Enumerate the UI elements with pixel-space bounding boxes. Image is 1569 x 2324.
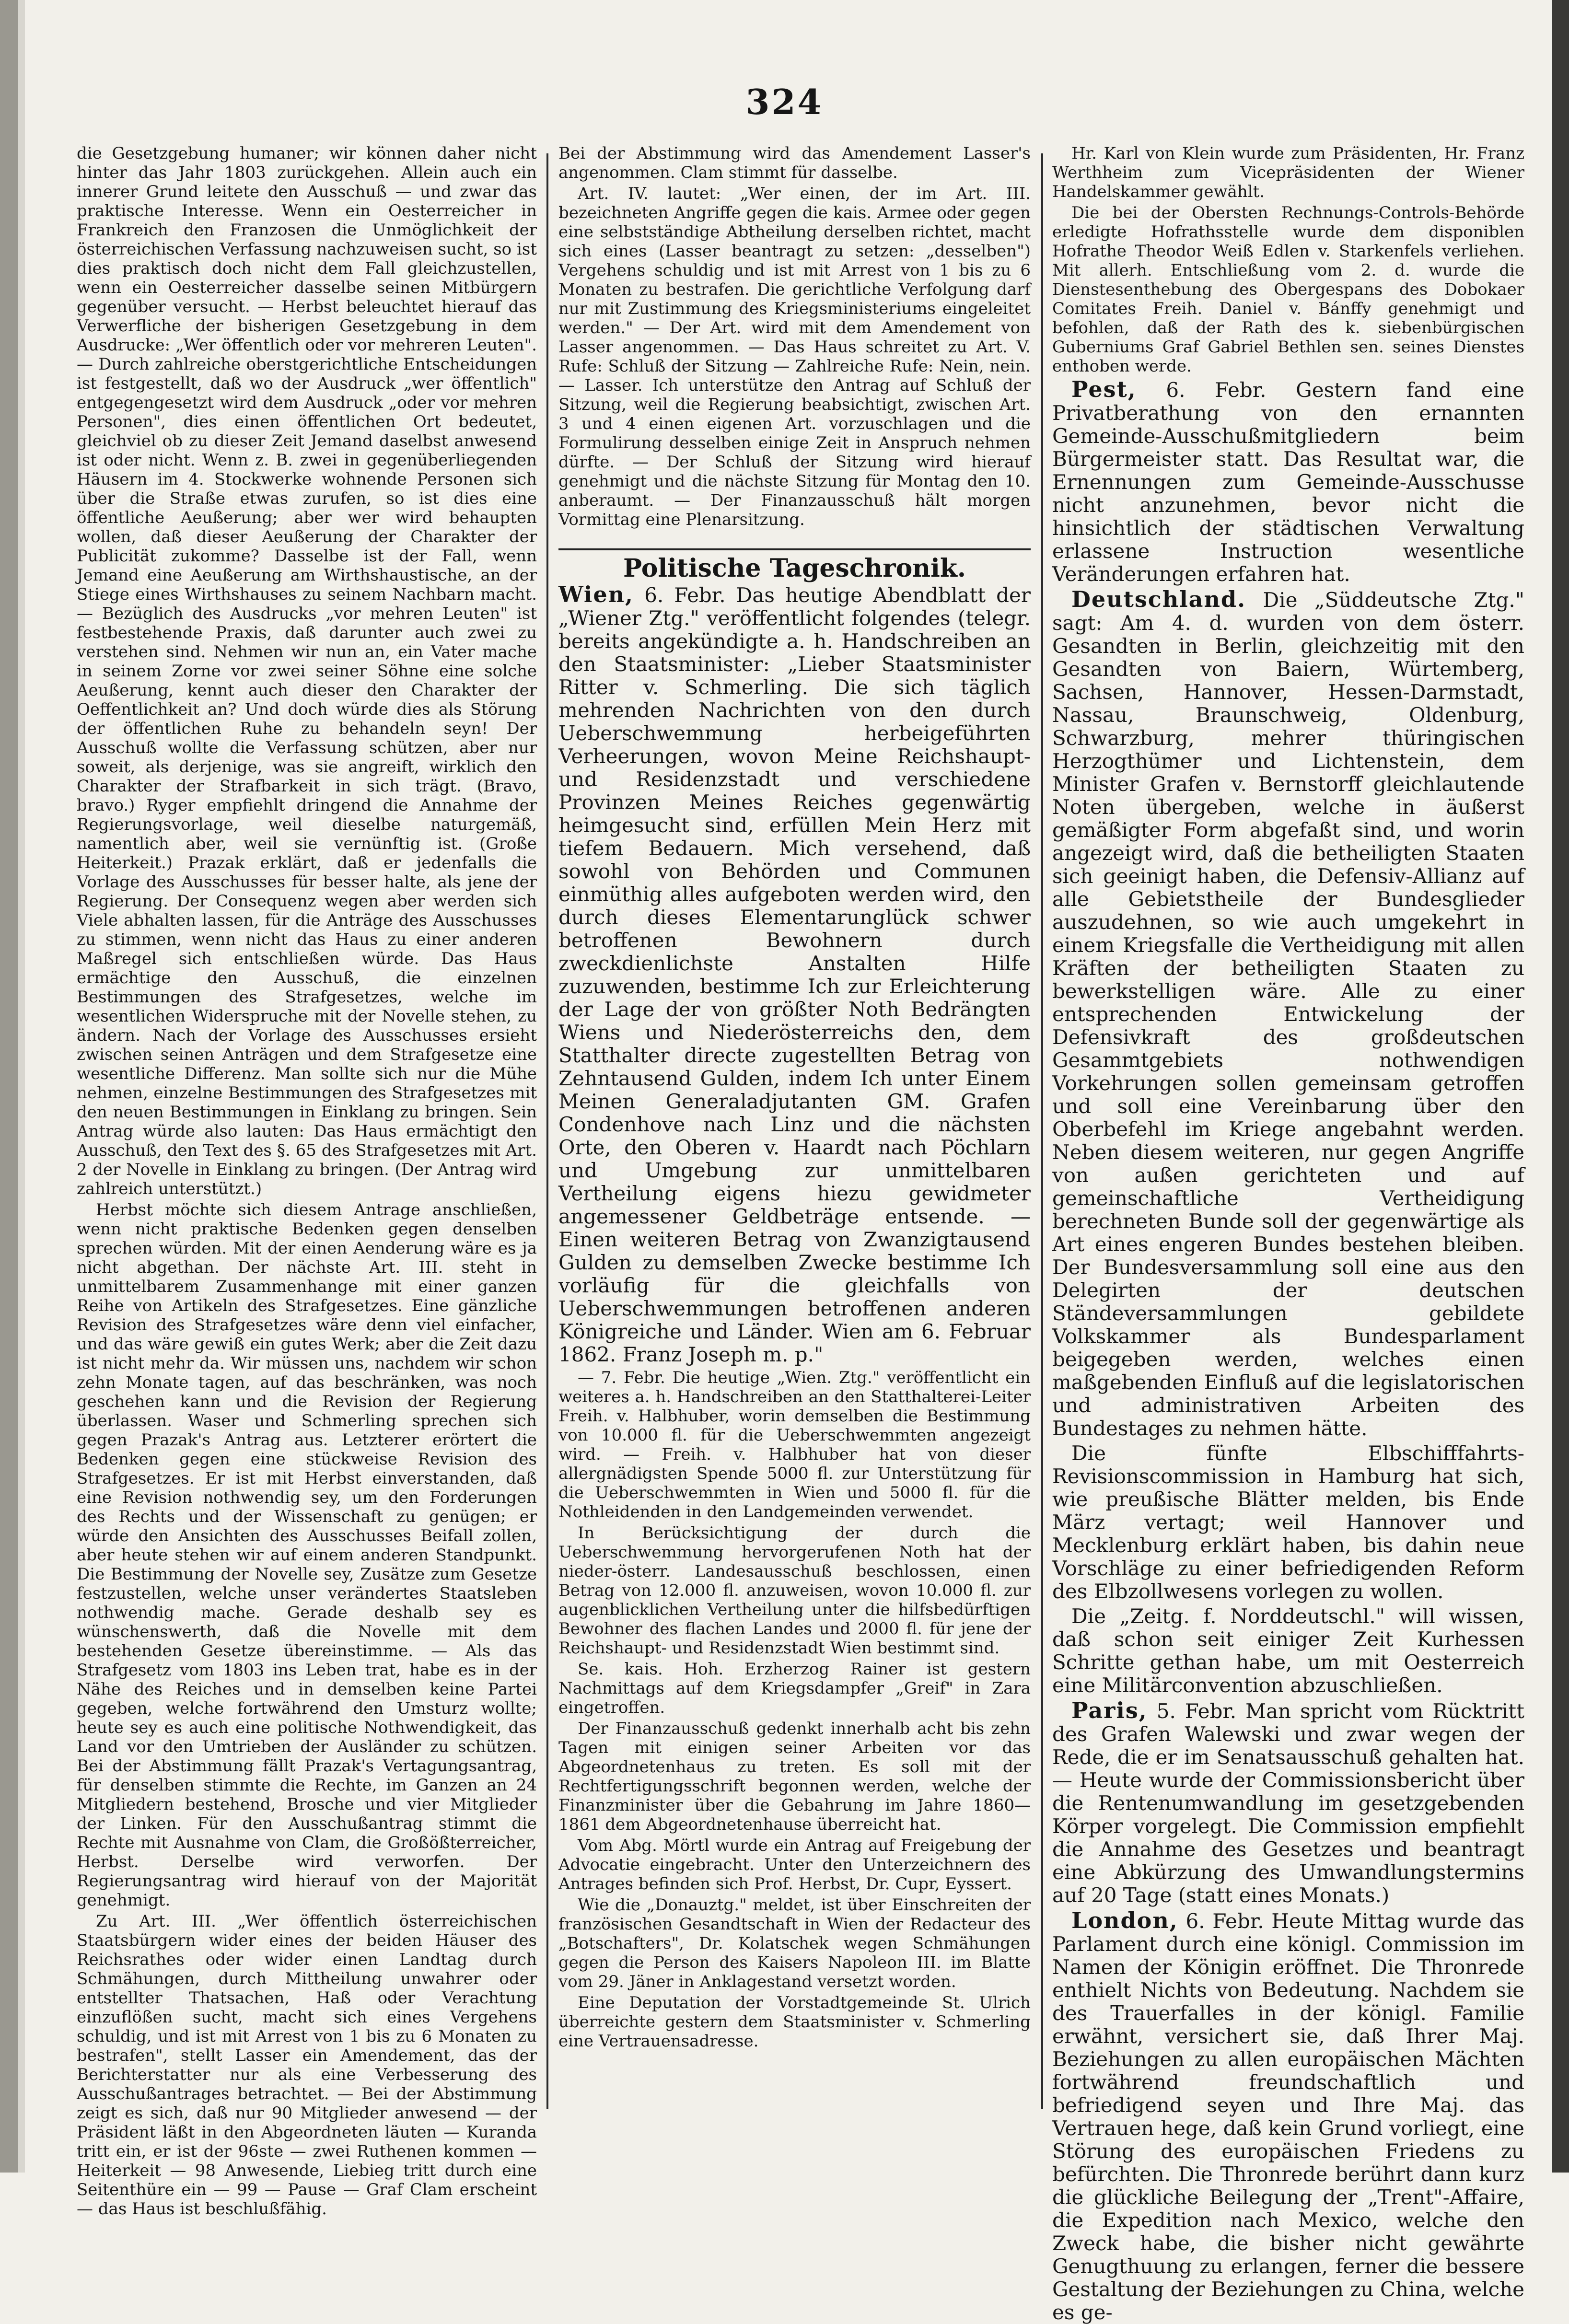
column-rule-2 <box>1041 153 1043 2109</box>
scan-edge-right <box>1552 0 1569 2173</box>
scan-edge-left-inner <box>18 0 25 2173</box>
column-1-paragraph: Herbst möchte sich diesem Antrage anschließen, wenn nicht praktische Bedenken gegen denselben sprechen würden. Mit der einen Aenderung wäre es ja nicht abgethan. Der nächste Art. III. steht in unmittelbarem Zusammenhange mit einer ganzen Reihe von Artikeln des Strafgesetzes. Eine gänzliche Revision des Strafgesetzes wäre denn viel einfacher, und das wäre gewiß ein gutes Werk; aber die Zeit dazu ist nicht mehr da. Wir müssen uns, nachdem wir schon zehn Monate tagen, auf das beschränken, was noch geschehen kann und die Revision der Regierung überlassen. Waser und Schmerling sprechen sich gegen Prazak's Antrag aus. Letzterer erörtert die Bedenken gegen eine stückweise Revision des Strafgesetzes. Er ist mit Herbst einverstanden, daß eine Revision nothwendig sey, um den Forderungen des Rechts und der Wissenschaft zu genügen; er würde den Ansichten des Ausschusses Beifall zollen, aber heute stehen wir auf einem anderen Standpunkt. Die Bestimmung der Novelle sey, Zusätze zum Gesetze festzustellen, welche unser verändertes Staatsleben nothwendig mache. Gerade deshalb sey es wünschenswerth, daß die Novelle mit dem bestehenden Gesetze übereinstimme. — Als das Strafgesetz vom 1803 ins Leben trat, habe es in der Nähe des Reiches und in demselben keine Partei gegeben, welche fortwährend den Umsturz wollte; heute sey es auch eine politische Nothwendigkeit, das Land vor den Umtrieben der Ausländer zu schützen. Bei der Abstimmung fällt Prazak's Vertagungsantrag, für denselben stimmte die Rechte, im Ganzen an 24 Mitgliedern bestehend, Brosche und vier Mitglieder der Linken. Für den Ausschußantrag stimmt die Rechte mit Ausnahme von Clam, die Großößterreicher, Herbst. Derselbe wird verworfen. Der Regierungsantrag wird hierauf von der Majorität genehmigt. <box>77 1200 537 1910</box>
column-3-paragraph <box>1052 1699 1524 1907</box>
chronik-paragraph: Eine Deputation der Vorstadtgemeinde St. Ulrich überreichte gestern dem Staatsminister v. Schmerling eine Vertrauensadresse. <box>558 1993 1031 2051</box>
dateline: Deutschland. <box>1071 586 1246 612</box>
scan-edge-left <box>0 0 18 2173</box>
column-3 <box>1052 144 1524 2324</box>
column-3-text: 6. Febr. Heute Mittag wurde das Parlament durch eine königl. Commission im Namen der Königin eröffnet. Die Thronrede enthielt Nichts von Bedeutung. Nachdem sie des Trauerfalles in der königl. Familie erwähnt, versichert sie, daß Ihrer Maj. Beziehungen zu allen europäischen Mächten fortwährend freundschaftlich und befriedigend seyen und Ihre Maj. das Vertrauen hege, daß kein Grund vorliegt, eine Störung des europäischen Friedens zu befürchten. Die Thronrede berührt dann kurz die glückliche Beilegung der „Trent"-Affaire, die Expedition nach Mexico, welche den Zweck habe, die bisher nicht gewährte Genugthuung zu erlangen, ferner die bessere Gestaltung der Beziehungen zu China, welche es ge- <box>1052 1909 1524 2324</box>
column-3-text: Die bei der Obersten Rechnungs-Controls-Behörde erledigte Hofrathsstelle wurde dem disponiblen Hofrathe Theodor Weiß Edlen v. Starkenfels verliehen. Mit allerh. Entschließung vom 2. d. wurde die Dienstesenthebung des Obergespans des Dobokaer Comitates Freih. Daniel v. Bánffy genehmigt und befohlen, daß der Rath des k. siebenbürgischen Guberniums Graf Gabriel Bethlen sen. seines Dienstes enthoben werde. <box>1052 203 1524 376</box>
column-rule-1 <box>546 153 548 2109</box>
column-2-paragraph: Bei der Abstimmung wird das Amendement Lasser's angenommen. Clam stimmt für dasselbe. <box>558 144 1031 182</box>
column-3-text: 5. Febr. Man spricht vom Rücktritt des Grafen Walewski und zwar wegen der Rede, die er im Senatsausschuß gehalten hat. — Heute wurde der Commissionsbericht über die Rentenumwandlung im gesetzgebenden Körper vorgelegt. Die Commission empfiehlt die Annahme des Gesetzes und beantragt eine Abkürzung des Umwandlungstermins auf 20 Tage (statt eines Monats.) <box>1052 1699 1524 1907</box>
chronik-paragraph: Vom Abg. Mörtl wurde ein Antrag auf Freigebung der Advocatie eingebracht. Unter den Unterzeichnern des Antrages befinden sich Prof. Herbst, Dr. Cupr, Eyssert. <box>558 1836 1031 1894</box>
column-2 <box>558 144 1031 2133</box>
page-number: 324 <box>745 81 824 122</box>
column-3-paragraph <box>1052 203 1524 376</box>
column-1-paragraph: Zu Art. III. „Wer öffentlich österreichischen Staatsbürgern wider eines der beiden Häuser des Reichsrathes oder wider einen Landtag durch Schmähungen, durch Mittheilung unwahrer oder entstellter Thatsachen, Haß oder Verachtung einzuflößen sucht, macht sich eines Vergehens schuldig, und ist mit Arrest von 1 bis zu 6 Monaten zu bestrafen", stellt Lasser ein Amendement, das der Berichterstatter nur als eine Verbesserung des Ausschußantrages betrachtet. — Bei der Abstimmung zeigt es sich, daß nur 90 Mitglieder anwesend — der Präsident läßt in den Abgeordneten läuten — Kuranda tritt ein, er ist der 96ste — zwei Ruthenen kommen — Heiterkeit — 98 Anwesende, Liebieg tritt durch eine Seitenthüre ein — 99 — Pause — Graf Clam erscheint — das Haus ist beschlußfähig. <box>77 1912 537 2219</box>
column-3-text: Die „Süddeutsche Ztg." sagt: Am 4. d. wurden von dem österr. Gesandten in Berlin, gleichzeitig mit den Gesandten von Baiern, Würtemberg, Sachsen, Hannover, Hessen-Darmstadt, Nassau, Braunschweig, Oldenburg, Schwarzburg, mehrer thüringischen Herzogthümer und Lichtenstein, dem Minister Grafen v. Bernstorff gleichlautende Noten übergeben, welche in äußerst gemäßigter Form abgefaßt sind, und worin angezeigt wird, daß die betheiligten Staaten sich geeinigt haben, die Defensiv-Allianz auf alle Gebietstheile der Bundesglieder auszudehnen, so wie auch umgekehrt in einem Kriegsfalle die Vertheidigung mit allen Kräften der betheiligten Staaten zu bewerkstelligen wäre. Alle zu einer entsprechenden Entwickelung der Defensivkraft des großdeutschen Gesammtgebiets nothwendigen Vorkehrungen sollen gemeinsam getroffen und soll eine Vereinbarung über den Oberbefehl im Kriege angebahnt werden. Neben diesem weiteren, nur gegen Angriffe von außen gerichteten und auf gemeinschaftliche Vertheidigung berechneten Bunde soll der gegenwärtige als Art eines engeren Bundes bestehen bleiben. Der Bundesversammlung soll eine aus den Delegirten der deutschen Ständeversammlungen gebildete Volkskammer als Bundesparlament beigegeben werden, welches einen maßgebenden Einfluß auf die legislatorischen und administrativen Arbeiten des Bundestages zu nehmen hätte. <box>1052 588 1524 1440</box>
column-3-paragraph <box>1052 1442 1524 1603</box>
chronik-paragraph: Se. kais. Hoh. Erzherzog Rainer ist gestern Nachmittags auf dem Kriegsdampfer „Greif" in Zara eingetroffen. <box>558 1660 1031 1717</box>
column-3-paragraph <box>1052 588 1524 1440</box>
section-title: Politische Tageschronik. <box>558 548 1031 578</box>
column-3-paragraph <box>1052 1605 1524 1697</box>
column-2-paragraph: Art. IV. lautet: „Wer einen, der im Art. III. bezeichneten Angriffe gegen die kais. Armee oder gegen eine selbstständige Abtheilung derselben richtet, macht sich eines (Lasser beantragt zu setzen: „desselben") Vergehens schuldig und ist mit Arrest von 1 bis zu 6 Monaten zu bestrafen. Die gerichtliche Verfolgung darf nur mit Zustimmung des Kriegsministeriums eingeleitet werden." — Der Art. wird mit dem Amendement von Lasser angenommen. — Das Haus schreitet zu Art. V. Rufe: Schluß der Sitzung — Zahlreiche Rufe: Nein, nein. — Lasser. Ich unterstütze den Antrag auf Schluß der Sitzung, weil die Regierung beabsichtigt, zwischen Art. 3 und 4 einen eigenen Art. vorzuschlagen und die Formulirung desselben einige Zeit in Anspruch nehmen dürfte. — Der Schluß der Sitzung wird hierauf genehmigt und die nächste Sitzung für Montag den 10. anberaumt. — Der Finanzausschuß hält morgen Vormittag eine Plenarsitzung. <box>558 184 1031 529</box>
column-3-text: Die fünfte Elbschifffahrts-Revisionscommission in Hamburg hat sich, wie preußische Blätter melden, bis Ende März vertagt; weil Hannover und Mecklenburg erklärt haben, bis dahin neue Vorschläge zu einer befriedigenden Reform des Elbzollwesens vorlegen zu wollen. <box>1052 1441 1524 1603</box>
column-3-text: Die „Zeitg. f. Norddeutschl." will wissen, daß schon seit einiger Zeit Kurhessen Schritte gethan habe, um mit Oesterreich eine Militärconvention abzuschließen. <box>1052 1604 1524 1697</box>
column-1 <box>77 144 537 2219</box>
column-3-text: Hr. Karl von Klein wurde zum Präsidenten, Hr. Franz Werthheim zum Vicepräsidenten der Wiener Handelskammer gewählt. <box>1052 144 1524 201</box>
dateline: Pest, <box>1071 376 1137 402</box>
dateline: London, <box>1071 1907 1178 1933</box>
chronik-paragraph: — 7. Febr. Die heutige „Wien. Ztg." veröffentlicht ein weiteres a. h. Handschreiben an den Statthalterei-Leiter Freih. v. Halbhuber, worin demselben die Bestimmung von 10.000 fl. für die Ueberschwemmten angezeigt wird. — Freih. v. Halbhuber hat von dieser allergnädigsten Spende 5000 fl. zur Unterstützung für die Ueberschwemmten in Wien und 5000 fl. für die Nothleidenden in den Landgemeinden verwendet. <box>558 1368 1031 1522</box>
chronik-paragraph <box>558 583 1031 1366</box>
chronik-paragraph: Wie die „Donauztg." meldet, ist über Einschreiten der französischen Gesandtschaft in Wien der Redacteur des „Botschafters", Dr. Kolatschek wegen Schmähungen gegen die Person des Kaisers Napoleon III. im Blatte vom 29. Jäner in Anklagestand versetzt worden. <box>558 1895 1031 1991</box>
chronik-block <box>558 583 1031 1366</box>
column-1-paragraph: die Gesetzgebung humaner; wir können daher nicht hinter das Jahr 1803 zurückgehen. Allein auch ein innerer Grund leitete den Ausschuß — und zwar das praktische Interesse. Wenn ein Oesterreicher in Frankreich den Franzosen die Unmöglichkeit der österreichischen Verfassung nachzuweisen sucht, so ist dies praktisch doch nicht dem Fall gleichzustellen, wenn ein Oesterreicher dasselbe seinen Mitbürgern gegenüber versucht. — Herbst beleuchtet hierauf das Verwerfliche der bisherigen Gesetzgebung in dem Ausdrucke: „Wer öffentlich oder vor mehreren Leuten". — Durch zahlreiche oberstgerichtliche Entscheidungen ist festgestellt, daß wo der Ausdruck „wer öffentlich" entgegengesetzt wird dem Ausdruck „oder vor mehren Personen", dies einen öffentlichen Ort bedeutet, gleichviel ob zu dieser Zeit Jemand daselbst anwesend ist oder nicht. Wenn z. B. zwei in gegenüberliegenden Häusern im 4. Stockwerke wohnende Personen sich über die Straße etwas zurufen, so ist dies eine öffentliche Aeußerung; aber wer wird behaupten wollen, daß dieser Aeußerung der Charakter der Publicität zukomme? Dasselbe ist der Fall, wenn Jemand eine Aeußerung am Wirthshaustische, an der Stiege eines Wirthshauses zu seinem Nachbarn macht. — Bezüglich des Ausdrucks „vor mehren Leuten" ist festbestehende Praxis, daß darunter auch zwei zu verstehen sind. Nehmen wir nun an, ein Vater mache in seinem Zorne vor zwei seiner Söhne eine solche Aeußerung, kennt auch dieser den Charakter der Oeffentlichkeit an? Und doch würde dies als Störung der öffentlichen Ruhe zu behandeln seyn! Der Ausschuß wollte die Verfassung schützen, aber nur soweit, als derjenige, was sie angreift, wirklich den Charakter der Strafbarkeit in sich trägt. (Bravo, bravo.) Ryger empfiehlt dringend die Annahme der Regierungsvorlage, weil dieselbe naturgemäß, namentlich aber, weil sie vernünftig ist. (Große Heiterkeit.) Prazak erklärt, daß er jedenfalls die Vorlage des Ausschusses für besser halte, als jene der Regierung. Der Consequenz wegen aber werden sich Viele abhalten lassen, für die Anträge des Ausschusses zu stimmen, wenn nicht das Haus zu einer anderen Maßregel sich entschließen würde. Das Haus ermächtige den Ausschuß, die einzelnen Bestimmungen des Strafgesetzes, welche im wesentlichen Widerspruche mit der Novelle stehen, zu ändern. Nach der Vorlage des Ausschusses ersieht zwischen seinen Anträgen und dem Strafgesetze eine wesentliche Differenz. Man sollte sich nur die Mühe nehmen, einzelne Bestimmungen des Strafgesetzes mit den neuen Bestimmungen in Einklang zu bringen. Sein Antrag würde also lauten: Das Haus ermächtigt den Ausschuß, den Text des §. 65 des Strafgesetzes mit Art. 2 der Novelle in Einklang zu bringen. (Der Antrag wird zahlreich unterstützt.) <box>77 144 537 1198</box>
dateline: Wien, <box>558 581 634 607</box>
chronik-paragraph: Der Finanzausschuß gedenkt innerhalb acht bis zehn Tagen mit einigen seiner Arbeiten vor das Abgeordnetenhaus zu treten. Es soll mit der Rechtfertigungsschrift begonnen werden, welche der Finanzminister über die Gebahrung im Jahre 1860—1861 dem Abgeordnetenhause überreicht hat. <box>558 1719 1031 1834</box>
column-3-text: 6. Febr. Gestern fand eine Privatberathung von den ernannten Gemeinde-Ausschußmitgliedern beim Bürgermeister statt. Das Resultat war, die Ernennungen zum Gemeinde-Ausschusse nicht anzunehmen, bevor nicht die hinsichtlich der städtischen Verwaltung erlassene Instruction wesentliche Veränderungen erfahren hat. <box>1052 378 1524 586</box>
column-3-news <box>1052 378 1524 2324</box>
column-3-paragraph <box>1052 378 1524 586</box>
column-3-paragraph <box>1052 1909 1524 2324</box>
dateline: Paris, <box>1071 1697 1148 1723</box>
chronik-text: 6. Febr. Das heutige Abendblatt der „Wiener Ztg." veröffentlicht folgendes (telegr. bereits angekündigte a. h. Handschreiben an den Staatsminister: „Lieber Staatsminister Ritter v. Schmerling. Die sich täglich mehrenden Nachrichten von den durch Ueberschwemmung herbeigeführten Verheerungen, wovon Meine Reichshaupt- und Residenzstadt und verschiedene Provinzen Meines Reiches gegenwärtig heimgesucht sind, erfüllen Mein Herz mit tiefem Bedauern. Mich versehend, daß sowohl von Behörden und Communen einmüthig alles aufgeboten werden wird, den durch dieses Elementarunglück schwer betroffenen Bewohnern durch zweckdienlichste Anstalten Hilfe zuzuwenden, bestimme Ich zur Erleichterung der Lage der von größter Noth Bedrängten Wiens und Niederösterreichs den, dem Statthalter directe zugestellten Betrag von Zehntausend Gulden, indem Ich unter Einem Meinen Generaladjutanten GM. Grafen Condenhove nach Linz und die nächsten Orte, den Oberen v. Haardt nach Pöchlarn und Umgebung zur unmittelbaren Vertheilung eigens hiezu gewidmeter angemessener Geldbeträge entsende. — Einen weiteren Betrag von Zwanzigtausend Gulden zu demselben Zwecke bestimme Ich vorläufig für die gleichfalls von Ueberschwemmungen betroffenen anderen Königreiche und Länder. Wien am 6. Februar 1862. Franz Joseph m. p." <box>558 583 1031 1366</box>
column-3-paragraph <box>1052 144 1524 201</box>
chronik-paragraph: In Berücksichtigung der durch die Ueberschwemmung hervorgerufenen Noth hat der nieder-österr. Landesausschuß beschlossen, einen Betrag von 12.000 fl. anzuweisen, wovon 10.000 fl. zur augenblicklichen Vertheilung unter die hilfsbedürftigen Bewohner des flachen Landes und 2000 fl. für jene der Reichshaupt- und Residenzstadt Wien bestimmt sind. <box>558 1523 1031 1658</box>
